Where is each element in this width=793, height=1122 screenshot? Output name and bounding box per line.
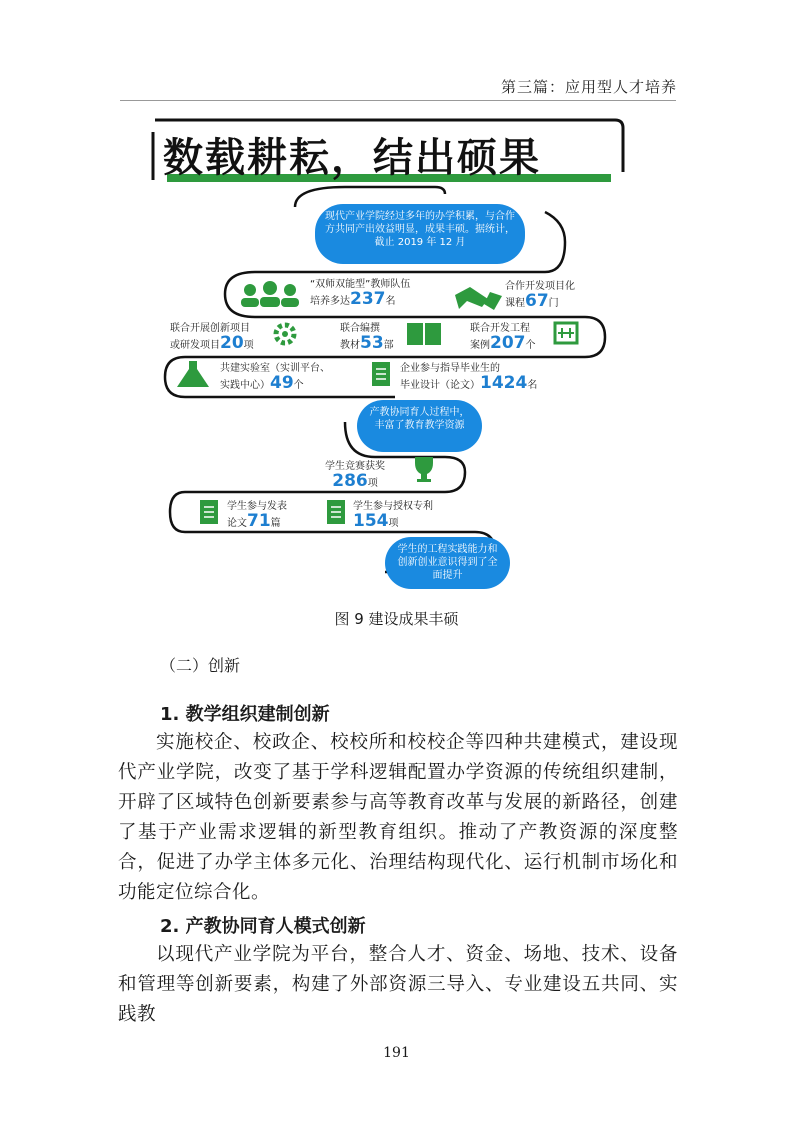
handshake-icon [455, 287, 502, 310]
stat-labs: 共建实验室（实训平台、 实践中心）49个 [220, 363, 330, 393]
infographic-title: 数载耕耘，结出硕果 [163, 135, 541, 181]
stat-textbooks: 联合编撰 教材53部 [340, 323, 394, 353]
stat-teachers: “双师双能型”教师队伍 培养多达237名 [310, 279, 411, 309]
trophy-icon [415, 457, 433, 482]
subsection-heading-2: 2. 产教协同育人模式创新 [160, 916, 366, 937]
stat-patents: 学生参与授权专利 154项 [353, 501, 433, 531]
gear-icon [276, 325, 294, 343]
document-icon-3 [327, 500, 345, 524]
document-icon-1 [372, 362, 390, 386]
stat-projects: 联合开展创新项目 或研发项目20项 [170, 323, 254, 353]
mid-bubble: 产教协同育人过程中，丰富了教育教学资源 [357, 400, 482, 452]
book-icon [407, 323, 441, 345]
stat-papers: 学生参与发表 论文71篇 [227, 501, 287, 531]
end-bubble: 学生的工程实践能力和创新创业意识得到了全面提升 [385, 537, 510, 589]
people-icon [241, 281, 299, 307]
flask-icon [177, 361, 209, 387]
paragraph-1: 实施校企、校政企、校校所和校校企等四种共建模式，建设现代产业学院，改变了基于学科逻辑配置办学资源的传统组织建制，开辟了区域特色创新要素参与高等教育改革与发展的新路径，创建了基于产业需求逻辑的新型教育组织。推动了产教资源的深度整合，促进了办学主体多元化、治理结构现代化、运行机制市场化和功能定位综合化。 [118, 732, 678, 903]
subsection-heading-1: 1. 教学组织建制创新 [160, 704, 330, 725]
intro-bubble: 现代产业学院经过多年的办学积累，与合作方共同产出效益明显，成果丰硕。据统计，截止 2019 年 12 月 [315, 204, 525, 264]
running-header: 第三篇：应用型人才培养 [500, 78, 677, 96]
achievements-infographic [145, 112, 642, 590]
paragraph-2: 以现代产业学院为平台，整合人才、资金、场地、技术、设备和管理等创新要素，构建了外部资源三导入、专业建设五共同、实践教 [118, 944, 678, 1025]
page-number: 191 [383, 1045, 410, 1061]
plan-icon [555, 323, 577, 343]
stat-courses: 合作开发项目化 课程67门 [505, 281, 575, 311]
section-title: （二）创新 [160, 656, 241, 675]
stat-awards: 学生竞赛获奖 286项 [325, 461, 385, 491]
stat-cases: 联合开发工程 案例207个 [470, 323, 536, 353]
header-rule [120, 100, 676, 101]
stat-theses: 企业参与指导毕业生的 毕业设计（论文）1424名 [400, 363, 538, 393]
document-icon-2 [200, 500, 218, 524]
figure-caption: 图 9 建设成果丰硕 [334, 610, 459, 628]
